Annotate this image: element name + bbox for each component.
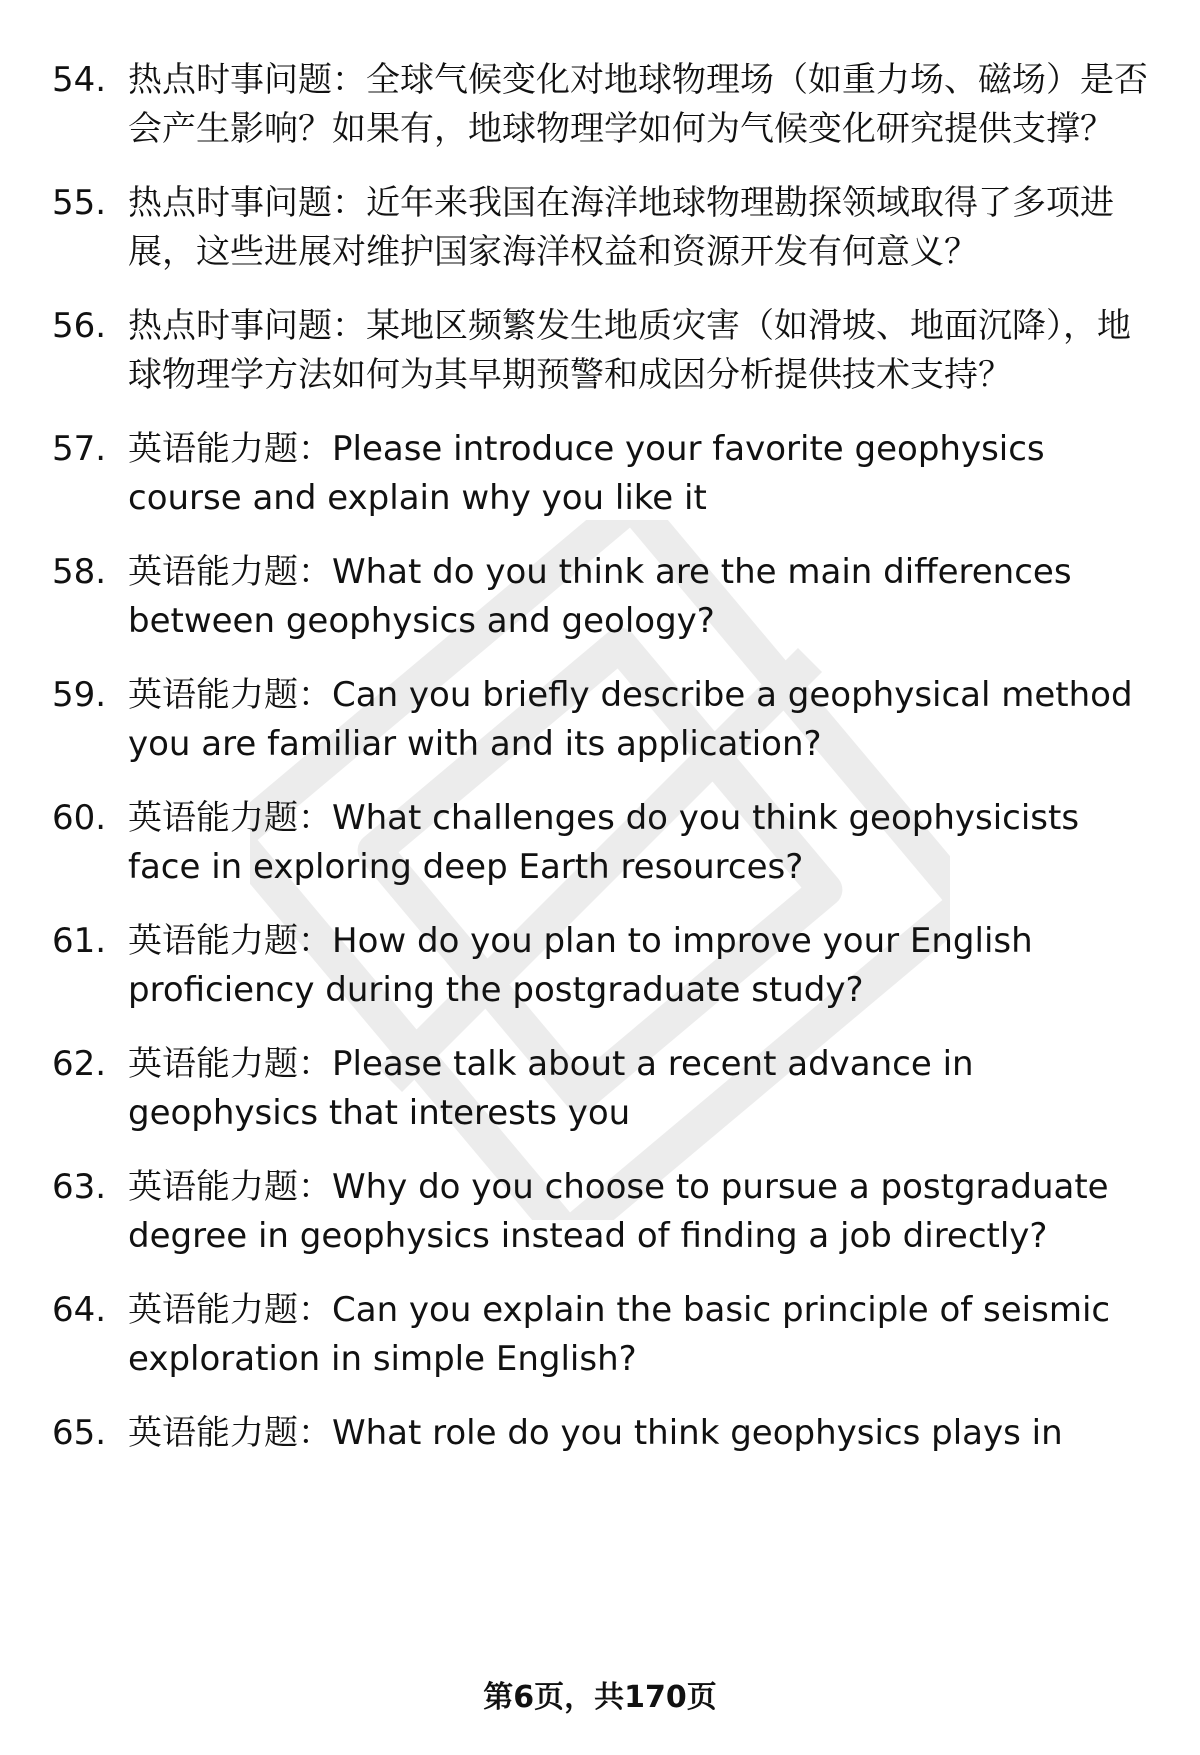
question-number: 62.	[52, 1044, 107, 1084]
question-item	[52, 548, 1162, 646]
page-number-footer: 第6页，共170页	[483, 1680, 717, 1715]
question-item	[52, 794, 1162, 892]
question-text: 英语能力题：Please introduce your favorite geophysics course and explain why you like it	[128, 429, 1045, 518]
question-number: 60.	[52, 798, 107, 838]
question-item	[52, 179, 1162, 277]
question-text: 热点时事问题：全球气候变化对地球物理场（如重力场、磁场）是否会产生影响？如果有，地球物理学如何为气候变化研究提供支撑？	[128, 60, 1148, 149]
question-text: 热点时事问题：某地区频繁发生地质灾害（如滑坡、地面沉降），地球物理学方法如何为其早期预警和成因分析提供技术支持？	[128, 306, 1131, 395]
question-item	[52, 425, 1162, 523]
question-text: 英语能力题：Can you briefly describe a geophysical method you are familiar with and its application?	[128, 675, 1133, 764]
question-text: 英语能力题：Please talk about a recent advance in geophysics that interests you	[128, 1044, 974, 1133]
question-item	[52, 1409, 1162, 1458]
question-item	[52, 1040, 1162, 1138]
question-number: 61.	[52, 921, 107, 961]
question-number: 63.	[52, 1167, 107, 1207]
question-item	[52, 1286, 1162, 1384]
question-item	[52, 671, 1162, 769]
question-number: 64.	[52, 1290, 107, 1330]
question-number: 57.	[52, 429, 107, 469]
question-text: 英语能力题：Can you explain the basic principle of seismic exploration in simple English?	[128, 1290, 1111, 1379]
question-text: 英语能力题：What challenges do you think geophysicists face in exploring deep Earth resources?	[128, 798, 1080, 887]
question-number: 65.	[52, 1413, 107, 1453]
question-number: 54.	[52, 60, 107, 100]
question-number: 56.	[52, 306, 107, 346]
question-number: 55.	[52, 183, 107, 223]
question-item	[52, 1163, 1162, 1261]
question-text: 英语能力题：What role do you think geophysics plays in	[128, 1413, 1063, 1453]
question-text: 英语能力题：How do you plan to improve your English proficiency during the postgraduate study?	[128, 921, 1033, 1010]
question-text: 英语能力题：What do you think are the main differences between geophysics and geology?	[128, 552, 1072, 641]
question-item	[52, 917, 1162, 1015]
question-text: 英语能力题：Why do you choose to pursue a postgraduate degree in geophysics instead of finding a job directly?	[128, 1167, 1109, 1256]
question-item	[52, 302, 1162, 400]
question-number: 59.	[52, 675, 107, 715]
question-text: 热点时事问题：近年来我国在海洋地球物理勘探领域取得了多项进展，这些进展对维护国家海洋权益和资源开发有何意义？	[128, 183, 1114, 272]
question-item	[52, 56, 1162, 154]
question-number: 58.	[52, 552, 107, 592]
question-list	[52, 56, 1162, 1483]
